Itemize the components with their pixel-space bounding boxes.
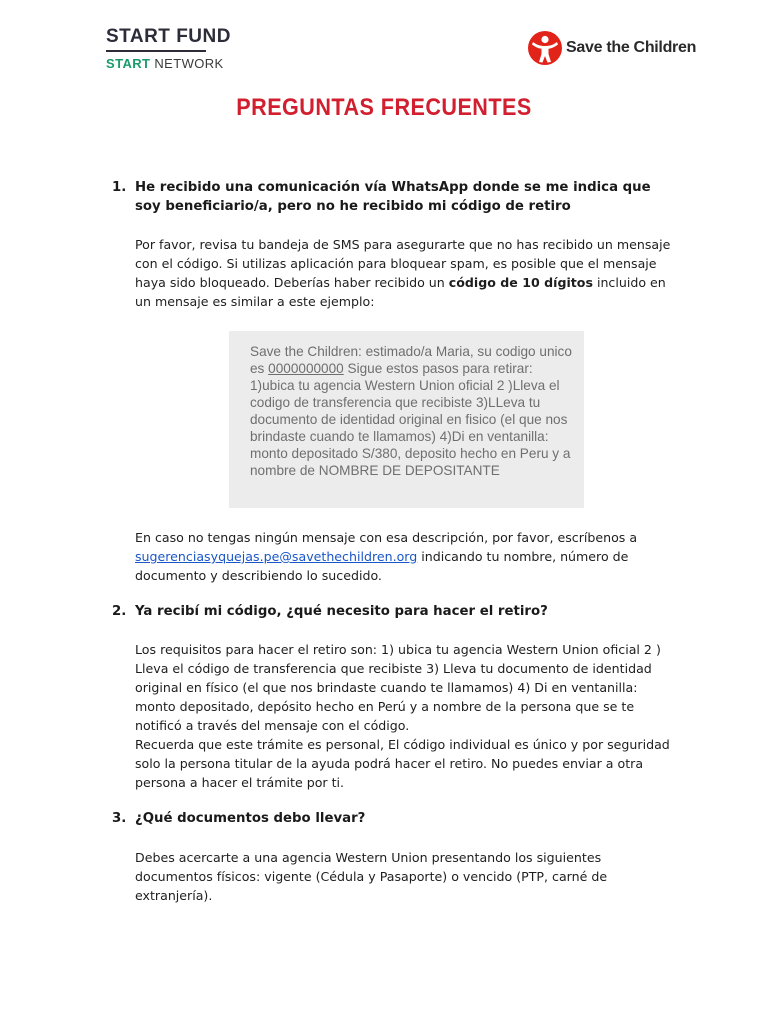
complaints-email-link[interactable]: sugerenciasyquejas.pe@savethechildren.org	[135, 549, 418, 564]
question-3-number: 3.	[112, 811, 127, 826]
question-1-paragraph-2	[135, 528, 680, 585]
question-2	[112, 602, 672, 621]
question-1-number: 1.	[112, 180, 127, 195]
q1-p2-text-b: indicando tu nombre, número de documento y describiendo lo sucedido.	[135, 549, 629, 583]
page-title: PREGUNTAS FRECUENTES	[236, 94, 532, 121]
sms-code: 0000000000	[268, 361, 344, 376]
question-3-paragraph-1: Debes acercarte a una agencia Western Union presentando los siguientes documentos físicos: vigente (Cédula y Pasaporte) o vencido (PTP, carné de extranjería).	[135, 850, 608, 903]
sms-text-b: Sigue estos pasos para retirar: 1)ubica tu agencia Western Union oficial 2 )Lleva el codigo de transferencia que recibiste 3)LLeva tu documento de identidad original en fisico (el que nos brindaste cuando te llamamos) 4)Di en ventanilla: monto depositado S/380, deposito hecho en Peru y a nombre de NOMBRE DE DEPOSITANTE	[250, 361, 571, 478]
question-1	[112, 178, 672, 216]
q1-p1-text-b: incluido en un mensaje es similar a este ejemplo:	[135, 275, 666, 309]
start-fund-logo	[106, 26, 231, 72]
question-2-text: Ya recibí mi código, ¿qué necesito para hacer el retiro?	[135, 604, 548, 619]
q1-p2-text-a: En caso no tengas ningún mensaje con esa descripción, por favor, escríbenos a	[135, 530, 638, 545]
sms-text-a: Save the Children: estimado/a Maria, su codigo unico es	[250, 344, 572, 376]
question-3	[112, 809, 672, 828]
question-2-paragraph-2: Recuerda que este trámite es personal, El código individual es único y por seguridad solo la persona titular de la ayuda podrá hacer el retiro. No puedes enviar a otra persona a hacer el trámite por ti.	[135, 737, 670, 790]
save-the-children-name: Save the Children	[566, 39, 697, 56]
question-2-number: 2.	[112, 604, 127, 619]
start-fund-title: START FUND	[106, 26, 231, 47]
start-fund-rule	[106, 50, 206, 52]
sms-example-text	[250, 343, 575, 479]
start-network-word-network: NETWORK	[154, 56, 224, 71]
question-3-text: ¿Qué documentos debo llevar?	[135, 811, 366, 826]
q1-p1-text-a: Por favor, revisa tu bandeja de SMS para asegurarte que no has recibido un mensaje con el código. Si utilizas aplicación para bloquear spam, es posible que el mensaje haya sido bloqueado. Deberías haber recibido un	[135, 237, 671, 290]
question-1-text: He recibido una comunicación vía WhatsApp donde se me indica que soy beneficiario/a, pero no he recibido mi código de retiro	[135, 180, 651, 214]
start-network-word-start: START	[106, 56, 151, 71]
question-2-paragraph-1: Los requisitos para hacer el retiro son: 1) ubica tu agencia Western Union oficial 2 ) Lleva el código de transferencia que recibiste 3) Lleva tu documento de identidad original en físico (el que nos brindaste cuando te llamamos) 4) Di en ventanilla: monto depositado, depósito hecho en Perú y a nombre de la persona que se te notificó a través del mensaje con el código.	[135, 642, 661, 733]
start-network-label	[106, 56, 224, 72]
sms-example-box	[229, 331, 584, 508]
save-the-children-emblem-icon	[527, 30, 563, 66]
question-1-paragraph-1	[135, 235, 680, 311]
save-the-children-logo	[527, 30, 696, 66]
q1-p1-bold-code: código de 10 dígitos	[448, 275, 593, 290]
